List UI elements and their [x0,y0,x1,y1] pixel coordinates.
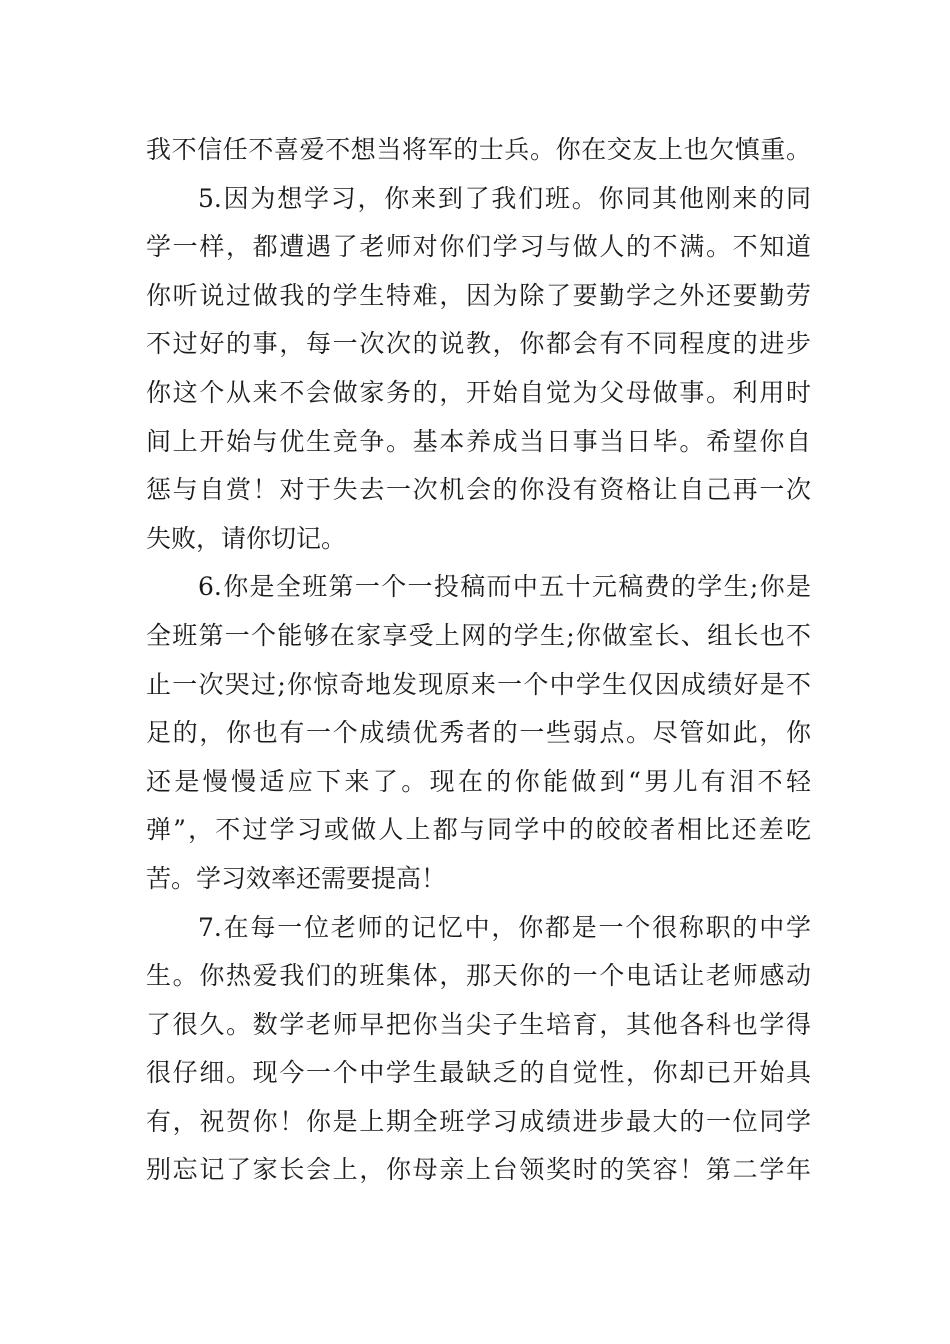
text-line: 足的，你也有一个成绩优秀者的一些弱点。尽管如此，你 [146,718,811,748]
text-line: 全班第一个能够在家享受上网的学生;你做室长、组长也不 [146,620,811,650]
text-line: 间上开始与优生竞争。基本养成当日事当日毕。希望你自 [146,426,811,456]
text-line: 别忘记了家长会上，你母亲上台领奖时的笑容！第二学年 [146,1155,811,1185]
text-line: 生。你热爱我们的班集体，那天你的一个电话让老师感动 [146,961,811,991]
text-line: 了很久。数学老师早把你当尖子生培育，其他各科也学得 [146,1009,811,1039]
text-line: 不过好的事，每一次次的说教，你都会有不同程度的进步 [146,329,811,359]
text-line: 有，祝贺你！你是上期全班学习成绩进步最大的一位同学 [146,1106,811,1136]
text-line: 我不信任不喜爱不想当将军的士兵。你在交友上也欠慎重。 [146,135,811,164]
paragraph-6-start: 6.你是全班第一个一投稿而中五十元稿费的学生;你是 [198,572,811,602]
text-line: 很仔细。现今一个中学生最缺乏的自觉性，你却已开始具 [146,1058,811,1088]
paragraph-7-start: 7.在每一位老师的记忆中，你都是一个很称职的中学 [198,912,811,942]
text-line: 你听说过做我的学生特难，因为除了要勤学之外还要勤劳 [146,280,811,310]
paragraph-5-start: 5.因为想学习，你来到了我们班。你同其他刚来的同 [198,183,811,213]
text-line: 你这个从来不会做家务的，开始自觉为父母做事。利用时 [146,377,811,407]
paragraph-5-end: 失败，请你切记。 [146,523,347,553]
text-line: 止一次哭过;你惊奇地发现原来一个中学生仅因成绩好是不 [146,669,811,699]
paragraph-6-end: 苦。学习效率还需要提高！ [146,863,447,893]
text-line: 还是慢慢适应下来了。现在的你能做到“男儿有泪不轻 [146,766,811,796]
document-body [146,126,811,1195]
text-line: 惩与自赏！对于失去一次机会的你没有资格让自己再一次 [146,475,811,505]
text-line: 学一样，都遭遇了老师对你们学习与做人的不满。不知道 [146,232,811,262]
text-line: 弹”，不过学习或做人上都与同学中的皎皎者相比还差吃 [146,815,811,845]
